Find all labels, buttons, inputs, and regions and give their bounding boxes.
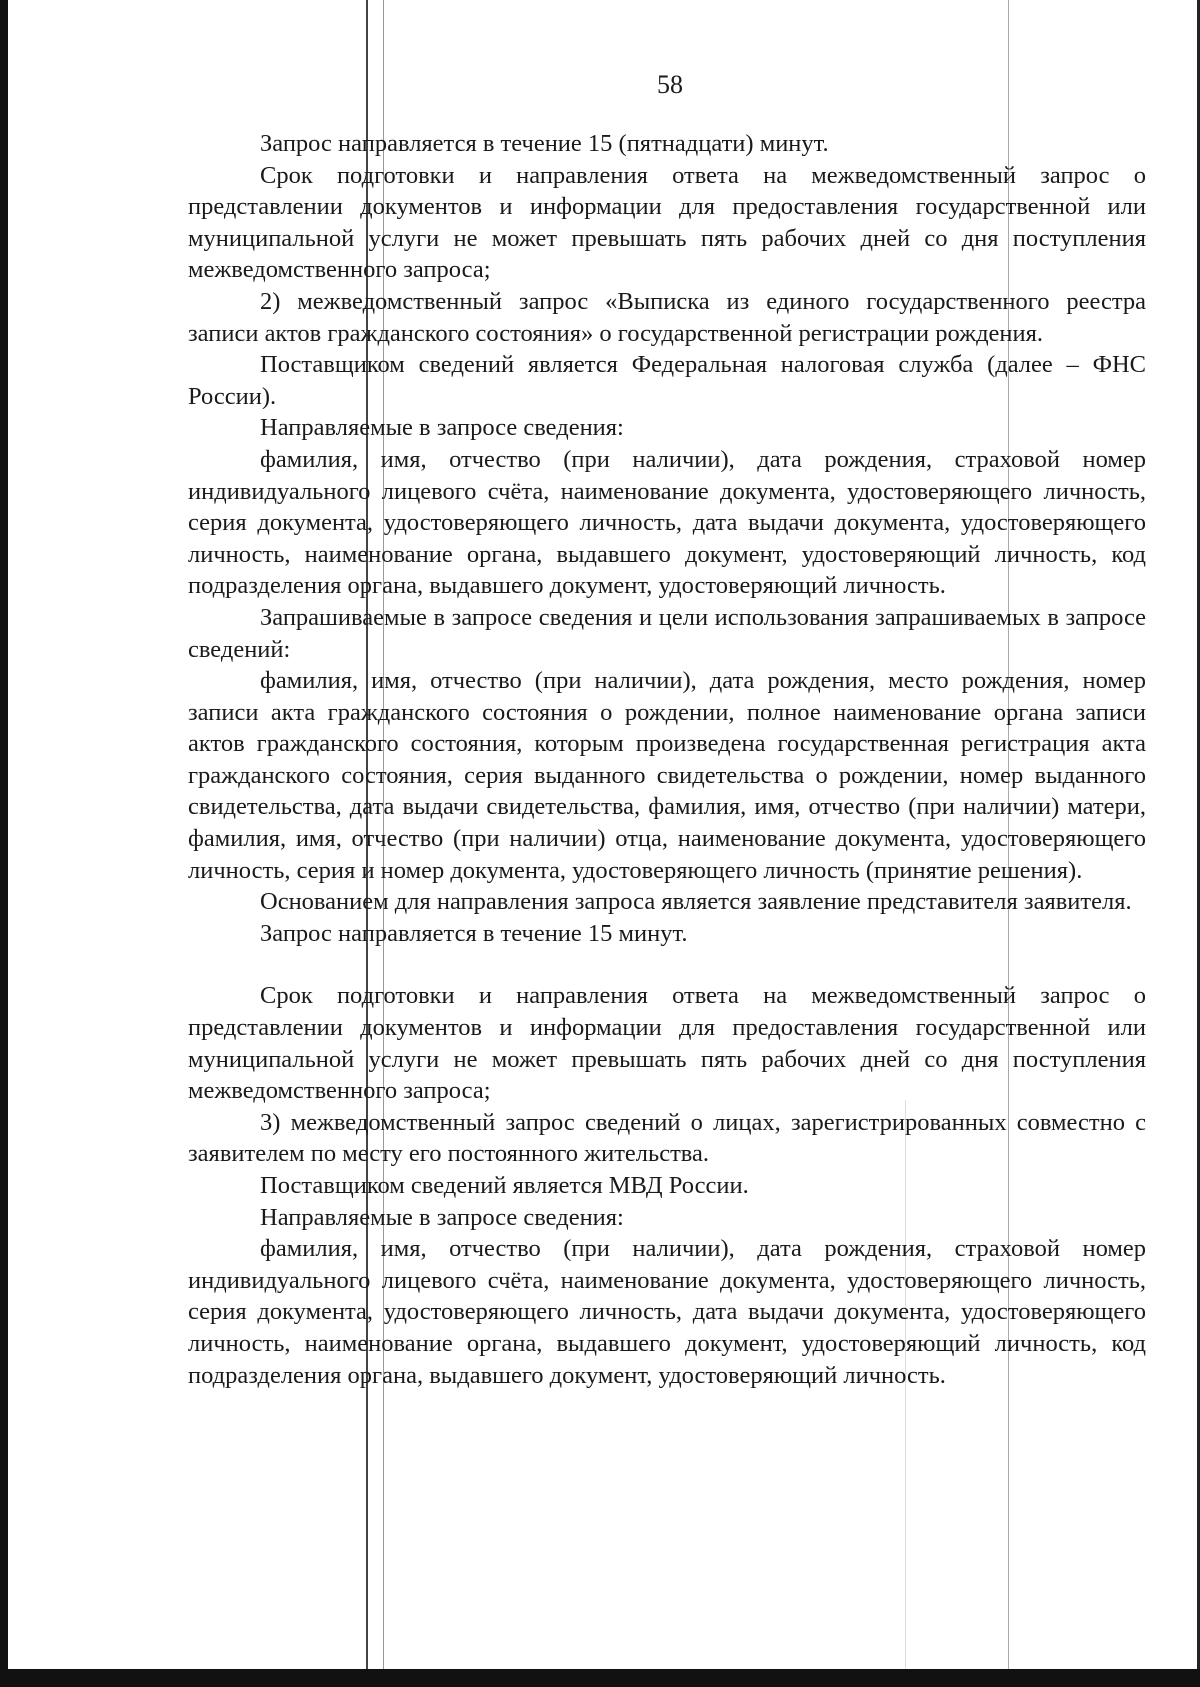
paragraph: Основанием для направления запроса является заявление представителя заявителя.: [260, 888, 1132, 916]
document-body: [188, 128, 1146, 1391]
paragraph: фамилия, имя, отчество (при наличии), дата рождения, страховой номер индивидуального лицевого счёта, наименование документа, удостоверяющего личность, серия документа, удостоверяющего личность, дата выдачи документа, удостоверяющего личность, наименование органа, выдавшего документ, удостоверяющий личность, код подразделения органа, выдавшего документ, удостоверяющий личность.: [188, 445, 1146, 600]
page-number: 58: [657, 70, 683, 99]
paragraph: Срок подготовки и направления ответа на межведомственный запрос о представлении документов и информации для предоставления государственной или муниципальной услуги не может превышать пять рабочих дней со дня поступления межведомственного запроса;: [188, 161, 1146, 284]
paragraph: Запрос направляется в течение 15 (пятнадцати) минут.: [260, 130, 829, 157]
paragraph: 2) межведомственный запрос «Выписка из единого государственного реестра записи актов гражданского состояния» о государственной регистрации рождения.: [188, 287, 1146, 347]
scan-border-bottom: [0, 1669, 1200, 1687]
scan-border-left: [0, 0, 8, 1687]
paragraph: 3) межведомственный запрос сведений о лицах, зарегистрированных совместно с заявителем по месту его постоянного жительства.: [188, 1108, 1146, 1168]
paragraph: Направляемые в запросе сведения:: [260, 1203, 624, 1231]
paragraph: Поставщиком сведений является Федеральная налоговая служба (далее – ФНС России).: [188, 351, 1146, 410]
paragraph: Запрашиваемые в запросе сведения и цели использования запрашиваемых в запросе сведений:: [188, 603, 1146, 663]
paragraph: фамилия, имя, отчество (при наличии), дата рождения, место рождения, номер записи акта гражданского состояния о рождении, полное наименование органа записи актов гражданского состояния, которым произведена государственная регистрация акта гражданского состояния, серия выданного свидетельства о рождении, номер выданного свидетельства, дата выдачи свидетельства, фамилия, имя, отчество (при наличии) матери, фамилия, имя, отчество (при наличии) отца, наименование документа, удостоверяющего личность, серия и номер документа, удостоверяющего личность (принятие решения).: [188, 667, 1146, 884]
paragraph: Поставщиком сведений является МВД России.: [260, 1172, 749, 1199]
paragraph: Направляемые в запросе сведения:: [260, 414, 624, 442]
paragraph: Срок подготовки и направления ответа на межведомственный запрос о представлении документов и информации для предоставления государственной или муниципальной услуги не может превышать пять рабочих дней со дня поступления межведомственного запроса;: [188, 982, 1146, 1105]
paragraph: Запрос направляется в течение 15 минут.: [260, 919, 688, 947]
paragraph: фамилия, имя, отчество (при наличии), дата рождения, страховой номер индивидуального лицевого счёта, наименование документа, удостоверяющего личность, серия документа, удостоверяющего личность, дата выдачи документа, удостоверяющего личность, наименование органа, выдавшего документ, удостоверяющий личность, код подразделения органа, выдавшего документ, удостоверяющий личность.: [188, 1235, 1146, 1389]
